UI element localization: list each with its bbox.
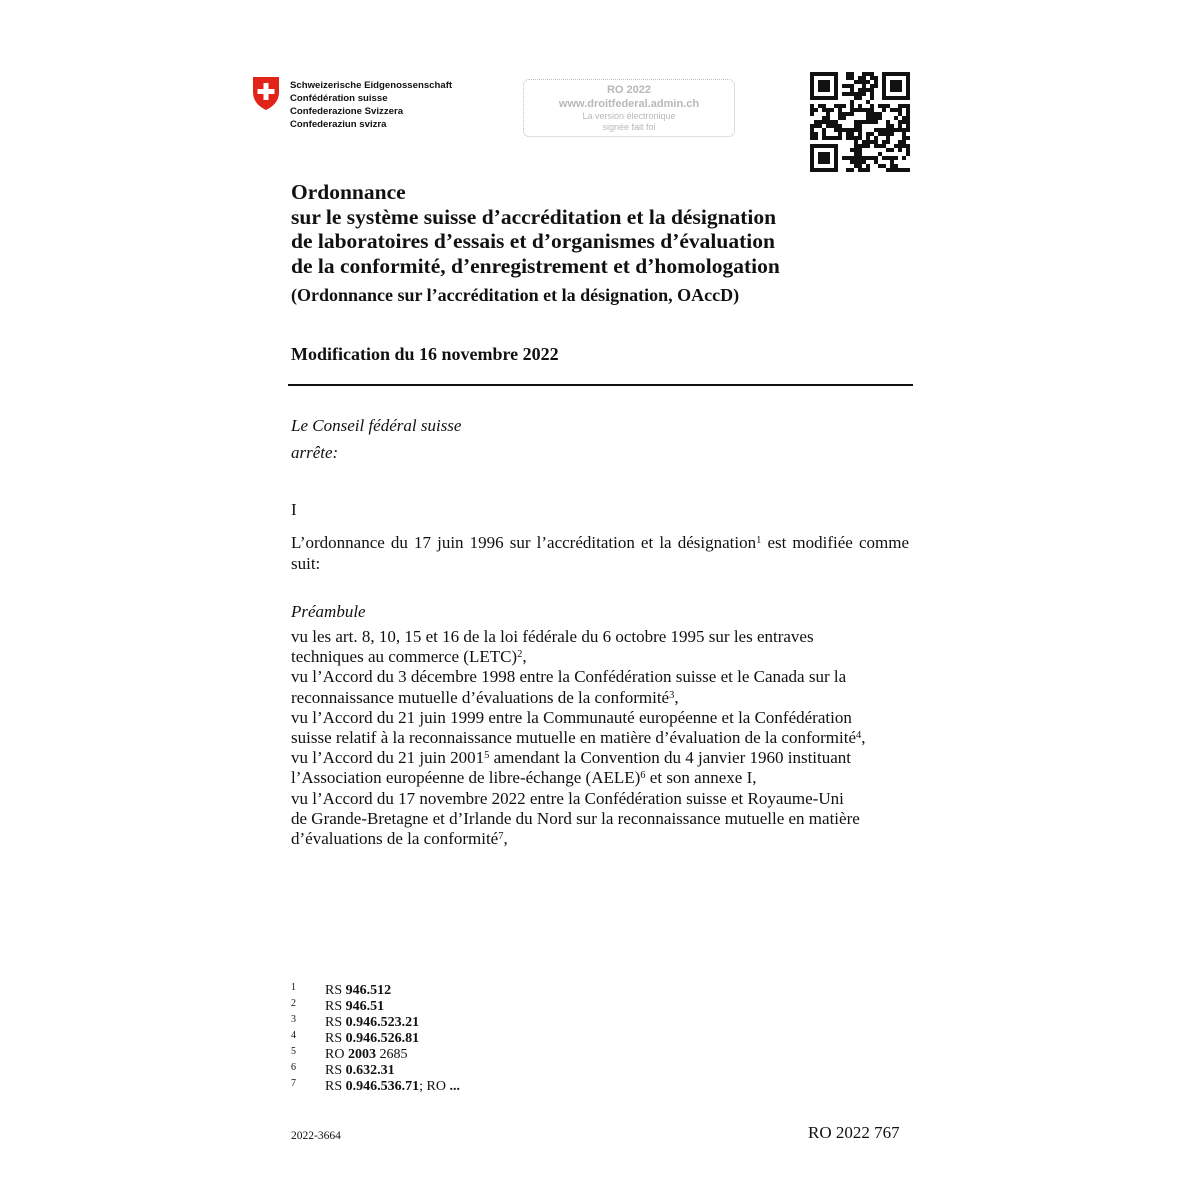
electronic-version-stamp — [523, 79, 735, 137]
footnote-ref[interactable]: 5 — [484, 750, 490, 762]
document-number: 2022-3664 — [291, 1130, 341, 1142]
preamble-heading: Préambule — [291, 602, 366, 621]
preamble-line: l’Association européenne de libre-échange (AELE)$^6$ et son annexe I, — [291, 768, 757, 788]
preamble-line: vu l’Accord du 21 juin 2001$^5$ amendant la Convention du 4 janvier 1960 instituant — [291, 748, 852, 768]
stamp-note-1: La version électronique — [582, 111, 676, 121]
stamp-ro: RO 2022 — [606, 84, 652, 96]
footnote-ref[interactable]: 6 — [640, 770, 646, 782]
footnote-ref[interactable]: 4 — [856, 730, 862, 742]
preamble-line: techniques au commerce (LETC)$^2$, — [291, 647, 527, 667]
footnote: 3 RS 0.946.523.21 — [291, 1014, 420, 1030]
title-line: de laboratoires d’essais et d’organismes d’évaluation — [291, 229, 775, 253]
confederation-name-de: Schweizerische Eidgenossenschaft — [290, 80, 453, 91]
preamble-line: de Grande-Bretagne et d’Irlande du Nord sur la reconnaissance mutuelle en matière — [291, 808, 860, 828]
stamp-url[interactable]: www.droitfederal.admin.ch — [558, 98, 700, 110]
title-divider — [288, 384, 913, 386]
title-line: Ordonnance — [291, 180, 406, 204]
preamble-line: suisse relatif à la reconnaissance mutuelle en matière d’évaluation de la conformité$^4$, — [291, 728, 866, 748]
decree-verb: arrête: — [291, 443, 339, 462]
confederation-name-fr: Confédération suisse — [290, 93, 388, 104]
footnote: 2 RS 946.51 — [291, 998, 385, 1014]
swiss-flag-icon — [251, 76, 281, 111]
footnote-ref[interactable]: 3 — [669, 689, 675, 701]
preamble-line: vu l’Accord du 21 juin 1999 entre la Communauté européenne et la Confédération — [291, 707, 852, 727]
confederation-name-rm: Confederaziun svizra — [290, 119, 387, 130]
short-title: (Ordonnance sur l’accréditation et la désignation, OAccD) — [291, 285, 740, 305]
preamble-line: reconnaissance mutuelle d’évaluations de la conformité$^3$, — [291, 687, 679, 707]
section-number: I — [291, 500, 297, 519]
modification-date: Modification du 16 novembre 2022 — [291, 344, 559, 364]
footnote: 6 RS 0.632.31 — [291, 1062, 395, 1078]
confederation-name-it: Confederazione Svizzera — [290, 106, 404, 117]
footnote: 1 RS 946.512 — [291, 982, 392, 998]
footnotes — [291, 983, 460, 1095]
preamble-line: vu l’Accord du 3 décembre 1998 entre la Confédération suisse et le Canada sur la — [291, 667, 847, 687]
title-line: de la conformité, d’enregistrement et d’homologation — [291, 253, 780, 278]
footnote-ref[interactable]: 1 — [756, 535, 762, 546]
intro-text: L’ordonnance du 17 juin 1996 sur l’accréditation et la désignation — [291, 533, 757, 552]
document-title — [291, 180, 911, 278]
issuer: Le Conseil fédéral suisse — [291, 416, 462, 435]
footnote-ref[interactable]: 7 — [498, 831, 504, 843]
intro-paragraph — [291, 533, 909, 574]
preamble-line: vu l’Accord du 17 novembre 2022 entre la Confédération suisse et Royaume-Uni — [291, 788, 844, 808]
preamble-line: vu les art. 8, 10, 15 et 16 de la loi fédérale du 6 octobre 1995 sur les entraves — [291, 627, 814, 646]
ro-reference: RO 2022 767 — [808, 1123, 900, 1142]
intro-tail: est modifiée comme suit: — [291, 533, 909, 573]
footnote-ref[interactable]: 2 — [517, 649, 523, 661]
footnote: 7 RS 0.946.536.71; RO ... — [291, 1078, 460, 1094]
title-line: sur le système suisse d’accréditation et la désignation — [291, 204, 777, 229]
preamble-line: d’évaluations de la conformité$^7$, — [291, 829, 508, 849]
preamble-text — [291, 627, 911, 849]
qr-code-icon — [810, 72, 910, 172]
confederation-names — [290, 79, 452, 131]
footnote: 4 RS 0.946.526.81 — [291, 1030, 420, 1046]
stamp-note-2: signée fait foi — [602, 122, 656, 132]
footnote: 5 RO 2003 2685 — [291, 1046, 408, 1062]
